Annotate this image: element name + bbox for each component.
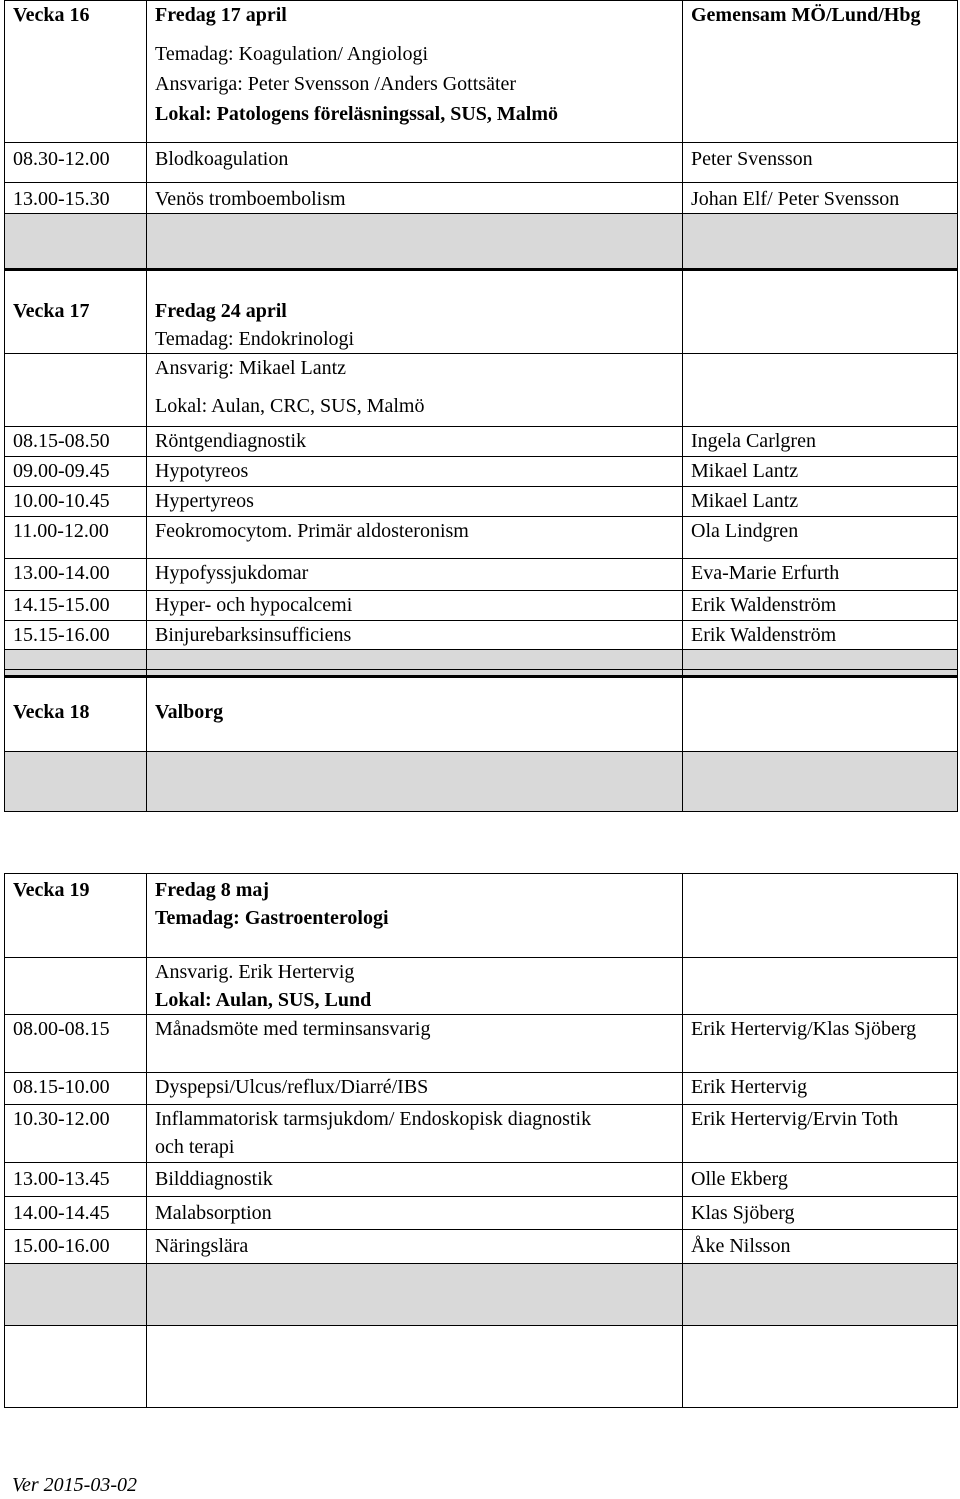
session-title: Dyspepsi/Ulcus/reflux/Diarré/IBS xyxy=(147,1073,683,1105)
session-row xyxy=(5,1015,958,1073)
day-title: Fredag 24 april xyxy=(155,300,287,322)
location: Lokal: Aulan, CRC, SUS, Malmö xyxy=(155,395,425,417)
session-speaker: Klas Sjöberg xyxy=(683,1197,958,1230)
topic: Temadag: Gastroenterologi xyxy=(155,907,389,929)
week-header-row xyxy=(5,670,958,752)
session-row xyxy=(5,1073,958,1105)
session-time: 08.30-12.00 xyxy=(5,143,147,183)
session-title: Venös tromboembolism xyxy=(147,183,683,214)
session-speaker: Johan Elf/ Peter Svensson xyxy=(683,183,958,214)
session-speaker: Erik Waldenström xyxy=(683,621,958,650)
session-time: 13.00-14.00 xyxy=(5,559,147,591)
responsible: Ansvarig: Mikael Lantz xyxy=(155,357,347,379)
session-row xyxy=(5,487,958,517)
week-label: Vecka 16 xyxy=(5,1,147,143)
session-time: 15.15-16.00 xyxy=(5,621,147,650)
topic: Temadag: Endokrinologi xyxy=(155,328,355,350)
gap-row xyxy=(5,1264,958,1326)
session-title: Malabsorption xyxy=(147,1197,683,1230)
session-time: 14.15-15.00 xyxy=(5,591,147,621)
session-time: 13.00-15.30 xyxy=(5,183,147,214)
session-speaker: Erik Waldenström xyxy=(683,591,958,621)
empty-row xyxy=(5,1326,958,1408)
session-row xyxy=(5,1163,958,1197)
day-title: Valborg xyxy=(147,670,683,752)
week-label: Vecka 19 xyxy=(5,874,147,958)
session-title: Röntgendiagnostik xyxy=(147,427,683,457)
session-title: Månadsmöte med terminsansvarig xyxy=(147,1015,683,1073)
week-label: Vecka 17 xyxy=(5,271,147,354)
session-title: Inflammatorisk tarmsjukdom/ Endoskopisk diagnostik och terapi xyxy=(147,1105,683,1163)
session-speaker: Åke Nilsson xyxy=(683,1230,958,1264)
session-speaker: Erik Hertervig/Ervin Toth xyxy=(683,1105,958,1163)
week-label: Vecka 18 xyxy=(5,670,147,752)
session-title: Hypofyssjukdomar xyxy=(147,559,683,591)
session-title: Hypotyreos xyxy=(147,457,683,487)
week-header-row xyxy=(5,271,958,354)
topic: Temadag: Koagulation/ Angiologi xyxy=(155,43,428,65)
session-speaker: Erik Hertervig xyxy=(683,1073,958,1105)
session-speaker: Ingela Carlgren xyxy=(683,427,958,457)
session-time: 10.30-12.00 xyxy=(5,1105,147,1163)
session-time: 08.00-08.15 xyxy=(5,1015,147,1073)
session-speaker: Peter Svensson xyxy=(683,143,958,183)
session-time: 09.00-09.45 xyxy=(5,457,147,487)
session-title: Näringslära xyxy=(147,1230,683,1264)
session-speaker: Ola Lindgren xyxy=(683,517,958,559)
session-speaker: Mikael Lantz xyxy=(683,457,958,487)
session-time: 08.15-08.50 xyxy=(5,427,147,457)
day-info xyxy=(147,1,683,143)
session-time: 08.15-10.00 xyxy=(5,1073,147,1105)
location: Lokal: Aulan, SUS, Lund xyxy=(155,989,372,1011)
session-title: Binjurebarksinsufficiens xyxy=(147,621,683,650)
session-time: 15.00-16.00 xyxy=(5,1230,147,1264)
responsible: Ansvariga: Peter Svensson /Anders Gottsäter xyxy=(155,73,517,95)
day-title: Fredag 17 april xyxy=(155,4,287,26)
session-time: 10.00-10.45 xyxy=(5,487,147,517)
session-row xyxy=(5,457,958,487)
week-17-table xyxy=(4,270,958,678)
session-time: 11.00-12.00 xyxy=(5,517,147,559)
week-header-row xyxy=(5,874,958,958)
session-row xyxy=(5,559,958,591)
day-info xyxy=(147,958,683,1015)
week-header-row xyxy=(5,1,958,143)
session-row xyxy=(5,517,958,559)
session-title: Bilddiagnostik xyxy=(147,1163,683,1197)
session-row xyxy=(5,621,958,650)
gap-row xyxy=(5,214,958,270)
session-speaker: Mikael Lantz xyxy=(683,487,958,517)
gap-row xyxy=(5,752,958,812)
session-title: Feokromocytom. Primär aldosteronism xyxy=(147,517,683,559)
session-title: Hypertyreos xyxy=(147,487,683,517)
day-title: Fredag 8 maj xyxy=(155,879,270,901)
week-16-table xyxy=(4,0,958,271)
version-footer: Ver 2015-03-02 xyxy=(12,1474,137,1496)
session-row xyxy=(5,427,958,457)
session-row xyxy=(5,1197,958,1230)
day-info xyxy=(147,354,683,427)
info-row xyxy=(5,354,958,427)
session-row xyxy=(5,591,958,621)
session-title: Hyper- och hypocalcemi xyxy=(147,591,683,621)
session-row xyxy=(5,1105,958,1163)
shared-note: Gemensam MÖ/Lund/Hbg xyxy=(683,1,958,143)
week-19-table xyxy=(4,873,958,1408)
location: Lokal: Patologens föreläsningssal, SUS, Malmö xyxy=(155,103,558,125)
session-title: Blodkoagulation xyxy=(147,143,683,183)
session-row xyxy=(5,1230,958,1264)
session-speaker: Eva-Marie Erfurth xyxy=(683,559,958,591)
session-time: 13.00-13.45 xyxy=(5,1163,147,1197)
session-speaker: Olle Ekberg xyxy=(683,1163,958,1197)
session-row xyxy=(5,143,958,183)
session-time: 14.00-14.45 xyxy=(5,1197,147,1230)
responsible: Ansvarig. Erik Hertervig xyxy=(155,961,355,983)
session-speaker: Erik Hertervig/Klas Sjöberg xyxy=(683,1015,958,1073)
day-info xyxy=(147,874,683,958)
info-row xyxy=(5,958,958,1015)
week-18-table xyxy=(4,669,958,812)
day-info xyxy=(147,271,683,354)
session-row xyxy=(5,183,958,214)
